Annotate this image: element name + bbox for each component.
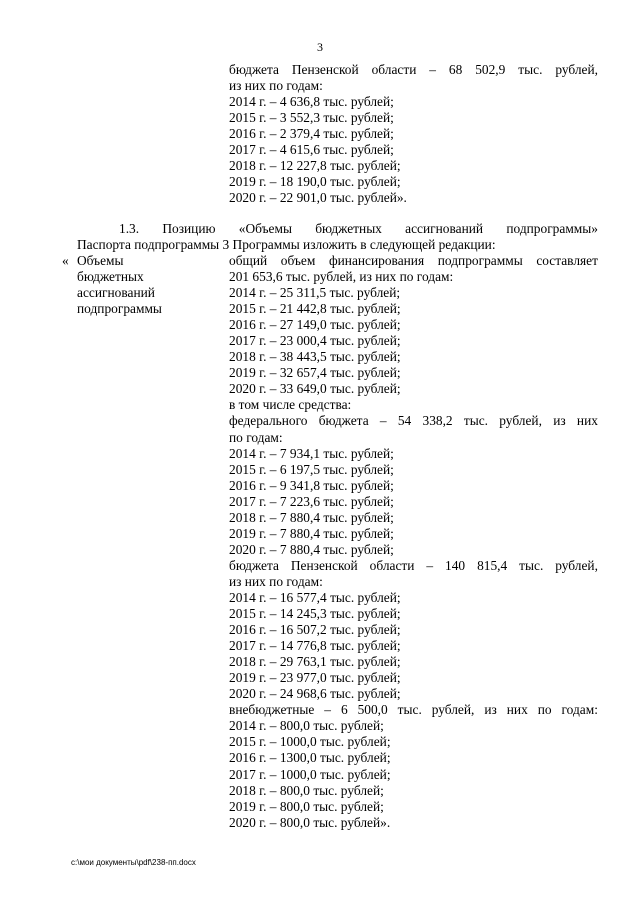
row-value-line: 2017 г. – 23 000,4 тыс. рублей; [229,333,401,349]
row-value-line: 2018 г. – 29 763,1 тыс. рублей; [229,654,401,670]
word: финансирования [328,253,425,268]
word: составляет [536,253,598,268]
row-value-line: 2016 г. – 16 507,2 тыс. рублей; [229,622,401,638]
word: 1.3. [119,221,140,236]
row-value-line: 2018 г. – 800,0 тыс. рублей; [229,782,384,798]
word: области [371,62,417,77]
word: 815,4 [477,557,508,573]
row-value-line: 2019 г. – 32 657,4 тыс. рублей; [229,365,401,381]
row-value-line: в том числе средства: [229,397,352,413]
word: них [576,413,598,429]
word: федерального [229,413,308,429]
word: тыс. [519,557,544,573]
footer-file-path: c:\мои документы\pdf\238-пп.docx [71,858,196,867]
budget-line: 2015 г. – 3 552,3 тыс. рублей; [229,110,394,126]
row-value-line: 2015 г. – 1000,0 тыс. рублей; [229,734,391,750]
row-value-line: 2016 г. – 27 149,0 тыс. рублей; [229,317,401,333]
row-value-line: 2016 г. – 9 341,8 тыс. рублей; [229,477,394,493]
word: Пензенской [290,557,358,573]
word: тыс. [397,702,422,718]
word: – [324,702,331,718]
row-value-line: 2020 г. – 800,0 тыс. рублей». [229,814,391,830]
row-value-line [229,413,598,429]
section-1-3-line-2: Паспорта подпрограммы 3 Программы изложить в следующей редакции: [77,237,496,253]
budget-line: 2019 г. – 18 190,0 тыс. рублей; [229,174,401,190]
word: Пензенской [291,62,359,77]
row-value-line: 2014 г. – 16 577,4 тыс. рублей; [229,589,401,605]
word: 500,0 [357,702,388,718]
row-value-line: 2015 г. – 14 245,3 тыс. рублей; [229,606,401,622]
budget-line: 2016 г. – 2 379,4 тыс. рублей; [229,126,394,142]
row-value-line: 2014 г. – 7 934,1 тыс. рублей; [229,445,394,461]
budget-line: 2020 г. – 22 901,0 тыс. рублей». [229,190,407,206]
word: тыс. [518,62,543,77]
word: «Объемы [238,221,292,236]
row-value-line: 2020 г. – 33 649,0 тыс. рублей; [229,381,401,397]
row-value-line: из них по годам: [229,573,323,589]
budget-block [229,62,598,206]
row-value-line: 2020 г. – 24 968,6 тыс. рублей; [229,686,401,702]
word: годам: [561,702,598,718]
word: них [506,702,528,718]
row-value-line: 2014 г. – 800,0 тыс. рублей; [229,718,384,734]
word: бюджета [229,557,279,573]
word: рублей, [431,702,475,718]
row-value-line: 201 653,6 тыс. рублей, из них по годам: [229,269,454,285]
row-label [77,253,217,317]
page-number: 3 [317,40,323,54]
word: 140 [445,557,466,573]
word: – [429,62,436,77]
row-label-line: подпрограммы [77,301,162,317]
row-value [229,253,598,831]
word: общий [229,253,268,268]
row-value-line: 2019 г. – 23 977,0 тыс. рублей; [229,670,401,686]
row-value-line: по годам: [229,429,283,445]
row-value-line: 2017 г. – 14 776,8 тыс. рублей; [229,638,401,654]
row-value-line: 2018 г. – 7 880,4 тыс. рублей; [229,509,394,525]
row-value-line [229,558,598,574]
row-value-line: 2019 г. – 800,0 тыс. рублей; [229,798,384,814]
word: рублей, [555,62,598,77]
row-value-line: 2015 г. – 21 442,8 тыс. рублей; [229,301,401,317]
word: – [379,413,387,429]
row-value-line [229,702,598,718]
word: 54 [397,413,412,429]
word: объем [280,253,316,268]
word: рублей, [555,557,598,573]
word: Позицию [162,221,216,236]
row-label-line: бюджетных [77,269,144,285]
word: бюджетных [315,221,382,236]
word: области [369,557,415,573]
word: рублей, [499,413,542,429]
row-value-line: 2017 г. – 1000,0 тыс. рублей; [229,766,391,782]
row-value-line: 2017 г. – 7 223,6 тыс. рублей; [229,493,394,509]
word: по [537,702,552,718]
budget-line: 2017 г. – 4 615,6 тыс. рублей; [229,142,394,158]
opening-quote: « [62,253,69,268]
word: 338,2 [422,413,453,429]
row-value-line: 2019 г. – 7 880,4 тыс. рублей; [229,525,394,541]
word: 68 [448,62,463,77]
row-label-line: Объемы [77,253,124,268]
word: подпрограммы [437,253,523,268]
word: ассигнований [405,221,484,236]
section-1-3-paragraph [77,221,598,253]
word: тыс. [463,413,489,429]
word: 6 [340,702,348,718]
row-value-line: 2014 г. – 25 311,5 тыс. рублей; [229,285,401,301]
row-value-line: 2020 г. – 7 880,4 тыс. рублей; [229,541,394,557]
section-1-3-line-1 [77,221,598,237]
budget-line: 2018 г. – 12 227,8 тыс. рублей; [229,158,401,174]
word: из [484,702,497,718]
row-value-line: 2015 г. – 6 197,5 тыс. рублей; [229,461,394,477]
word: 502,9 [475,62,506,77]
row-label-line: ассигнований [77,285,155,301]
word: бюджета [229,62,279,77]
budget-line [229,62,598,78]
word: внебюджетные [229,702,315,718]
row-value-line [229,253,598,269]
budget-line: из них по годам: [229,78,323,94]
word: подпрограммы» [506,221,598,236]
row-value-line: 2018 г. – 38 443,5 тыс. рублей; [229,349,401,365]
row-value-line: 2016 г. – 1300,0 тыс. рублей; [229,750,391,766]
word: из [553,413,566,429]
budget-line: 2014 г. – 4 636,8 тыс. рублей; [229,94,394,110]
word: бюджета [318,413,369,429]
word: – [426,557,434,573]
